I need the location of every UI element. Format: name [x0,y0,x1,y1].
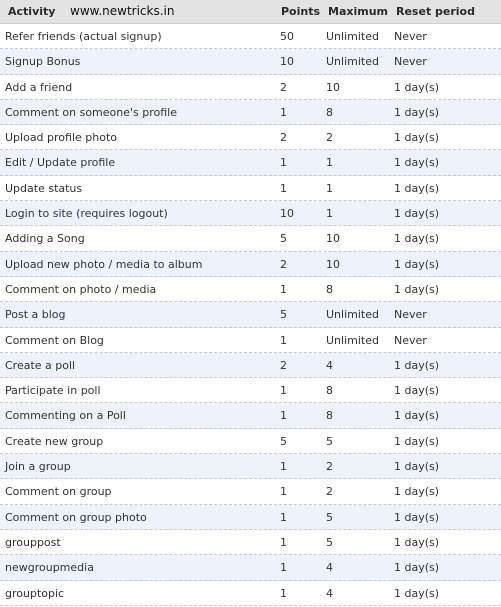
table-row [0,454,501,479]
table-row [0,403,501,428]
activity-cell: grouppost [5,535,61,549]
table-row [0,201,501,226]
reset-period-cell: 1 day(s) [394,535,440,549]
activity-cell: grouptopic [5,586,65,600]
points-cell: 5 [280,232,287,246]
activity-cell: Comment on photo / media [5,282,157,296]
activity-cell: Comment on group [5,485,112,499]
activity-cell: Upload new photo / media to album [5,257,203,271]
activity-cell: Signup Bonus [5,55,81,69]
reset-period-cell: 1 day(s) [394,131,440,145]
maximum-cell: 8 [326,105,333,119]
reset-period-cell: 1 day(s) [394,80,440,94]
maximum-cell: 5 [326,434,333,448]
table-row [0,505,501,530]
points-cell: 1 [280,282,287,296]
activity-cell: Create new group [5,434,104,448]
maximum-cell: Unlimited [326,30,379,43]
table-row [0,226,501,251]
activity-cell: Comment on someone's profile [5,105,177,119]
reset-period-cell: Never [394,308,427,322]
table-row [0,581,501,606]
maximum-cell: 2 [326,460,333,474]
points-cell: 10 [280,55,294,69]
maximum-cell: 2 [326,485,333,499]
points-cell: 1 [280,561,287,575]
reset-period-cell: Never [394,30,427,43]
maximum-cell: 10 [326,257,340,271]
maximum-cell: 10 [326,232,340,246]
points-cell: 10 [280,207,294,221]
header-activity: Activity [8,5,56,18]
reset-period-cell: 1 day(s) [394,485,440,499]
reset-period-cell: 1 day(s) [394,282,440,296]
points-cell: 1 [280,510,287,524]
table-row [0,150,501,175]
maximum-cell: 2 [326,131,333,145]
table-row [0,277,501,302]
reset-period-cell: 1 day(s) [394,105,440,119]
watermark-text: www.newtricks.in [70,4,175,18]
points-cell: 1 [280,535,287,549]
reset-period-cell: 1 day(s) [394,358,440,372]
points-cell: 1 [280,460,287,474]
table-row [0,24,501,49]
reset-period-cell: 1 day(s) [394,460,440,474]
table-row [0,429,501,454]
maximum-cell: Unlimited [326,333,379,347]
table-row [0,176,501,201]
maximum-cell: Unlimited [326,55,379,69]
points-cell: 2 [280,358,287,372]
activity-cell: Login to site (requires logout) [5,207,168,221]
activity-cell: Refer friends (actual signup) [5,30,162,43]
maximum-cell: 5 [326,510,333,524]
reset-period-cell: 1 day(s) [394,561,440,575]
maximum-cell: Unlimited [326,308,379,322]
points-cell: 1 [280,409,287,423]
table-row [0,302,501,327]
activity-cell: Commenting on a Poll [5,409,126,423]
reset-period-cell: 1 day(s) [394,409,440,423]
points-cell: 2 [280,80,287,94]
maximum-cell: 1 [326,181,333,195]
table-row [0,125,501,150]
activity-cell: Upload profile photo [5,131,118,145]
reset-period-cell: 1 day(s) [394,207,440,221]
table-row [0,49,501,74]
reset-period-cell: 1 day(s) [394,156,440,170]
points-cell: 1 [280,485,287,499]
points-cell: 2 [280,257,287,271]
activity-cell: newgroupmedia [5,561,94,575]
reset-period-cell: Never [394,55,427,69]
table-row [0,252,501,277]
reset-period-cell: 1 day(s) [394,434,440,448]
points-cell: 1 [280,105,287,119]
header-reset-period: Reset period [396,5,475,18]
points-cell: 1 [280,156,287,170]
maximum-cell: 5 [326,535,333,549]
reset-period-cell: 1 day(s) [394,181,440,195]
maximum-cell: 8 [326,384,333,398]
table-row [0,353,501,378]
activity-cell: Edit / Update profile [5,156,116,170]
activity-cell: Add a friend [5,80,73,94]
points-cell: 5 [280,308,287,322]
activity-cell: Create a poll [5,358,76,372]
activity-cell: Post a blog [5,308,66,322]
reset-period-cell: 1 day(s) [394,586,440,600]
table-row [0,378,501,403]
header-maximum: Maximum [328,5,388,18]
table-header [0,0,501,24]
points-cell: 2 [280,131,287,145]
points-cell: 5 [280,434,287,448]
maximum-cell: 4 [326,586,333,600]
points-cell: 1 [280,586,287,600]
reset-period-cell: 1 day(s) [394,384,440,398]
table-row [0,100,501,125]
header-points: Points [281,5,321,18]
reset-period-cell: 1 day(s) [394,510,440,524]
table-row [0,75,501,100]
table-row [0,479,501,504]
reset-period-cell: 1 day(s) [394,232,440,246]
maximum-cell: 8 [326,282,333,296]
points-cell: 1 [280,181,287,195]
reset-period-cell: Never [394,333,427,347]
points-cell: 50 [280,30,294,43]
activity-cell: Update status [5,181,83,195]
activity-cell: Comment on group photo [5,510,147,524]
table-row [0,530,501,555]
activity-cell: Comment on Blog [5,333,104,347]
maximum-cell: 10 [326,80,340,94]
maximum-cell: 1 [326,156,333,170]
table-row [0,555,501,580]
activity-cell: Join a group [5,460,71,474]
table-row [0,328,501,353]
table-body [0,24,501,606]
maximum-cell: 4 [326,358,333,372]
maximum-cell: 1 [326,207,333,221]
maximum-cell: 8 [326,409,333,423]
points-cell: 1 [280,384,287,398]
points-cell: 1 [280,333,287,347]
maximum-cell: 4 [326,561,333,575]
activity-cell: Participate in poll [5,384,101,398]
reset-period-cell: 1 day(s) [394,257,440,271]
activity-cell: Adding a Song [5,232,85,246]
